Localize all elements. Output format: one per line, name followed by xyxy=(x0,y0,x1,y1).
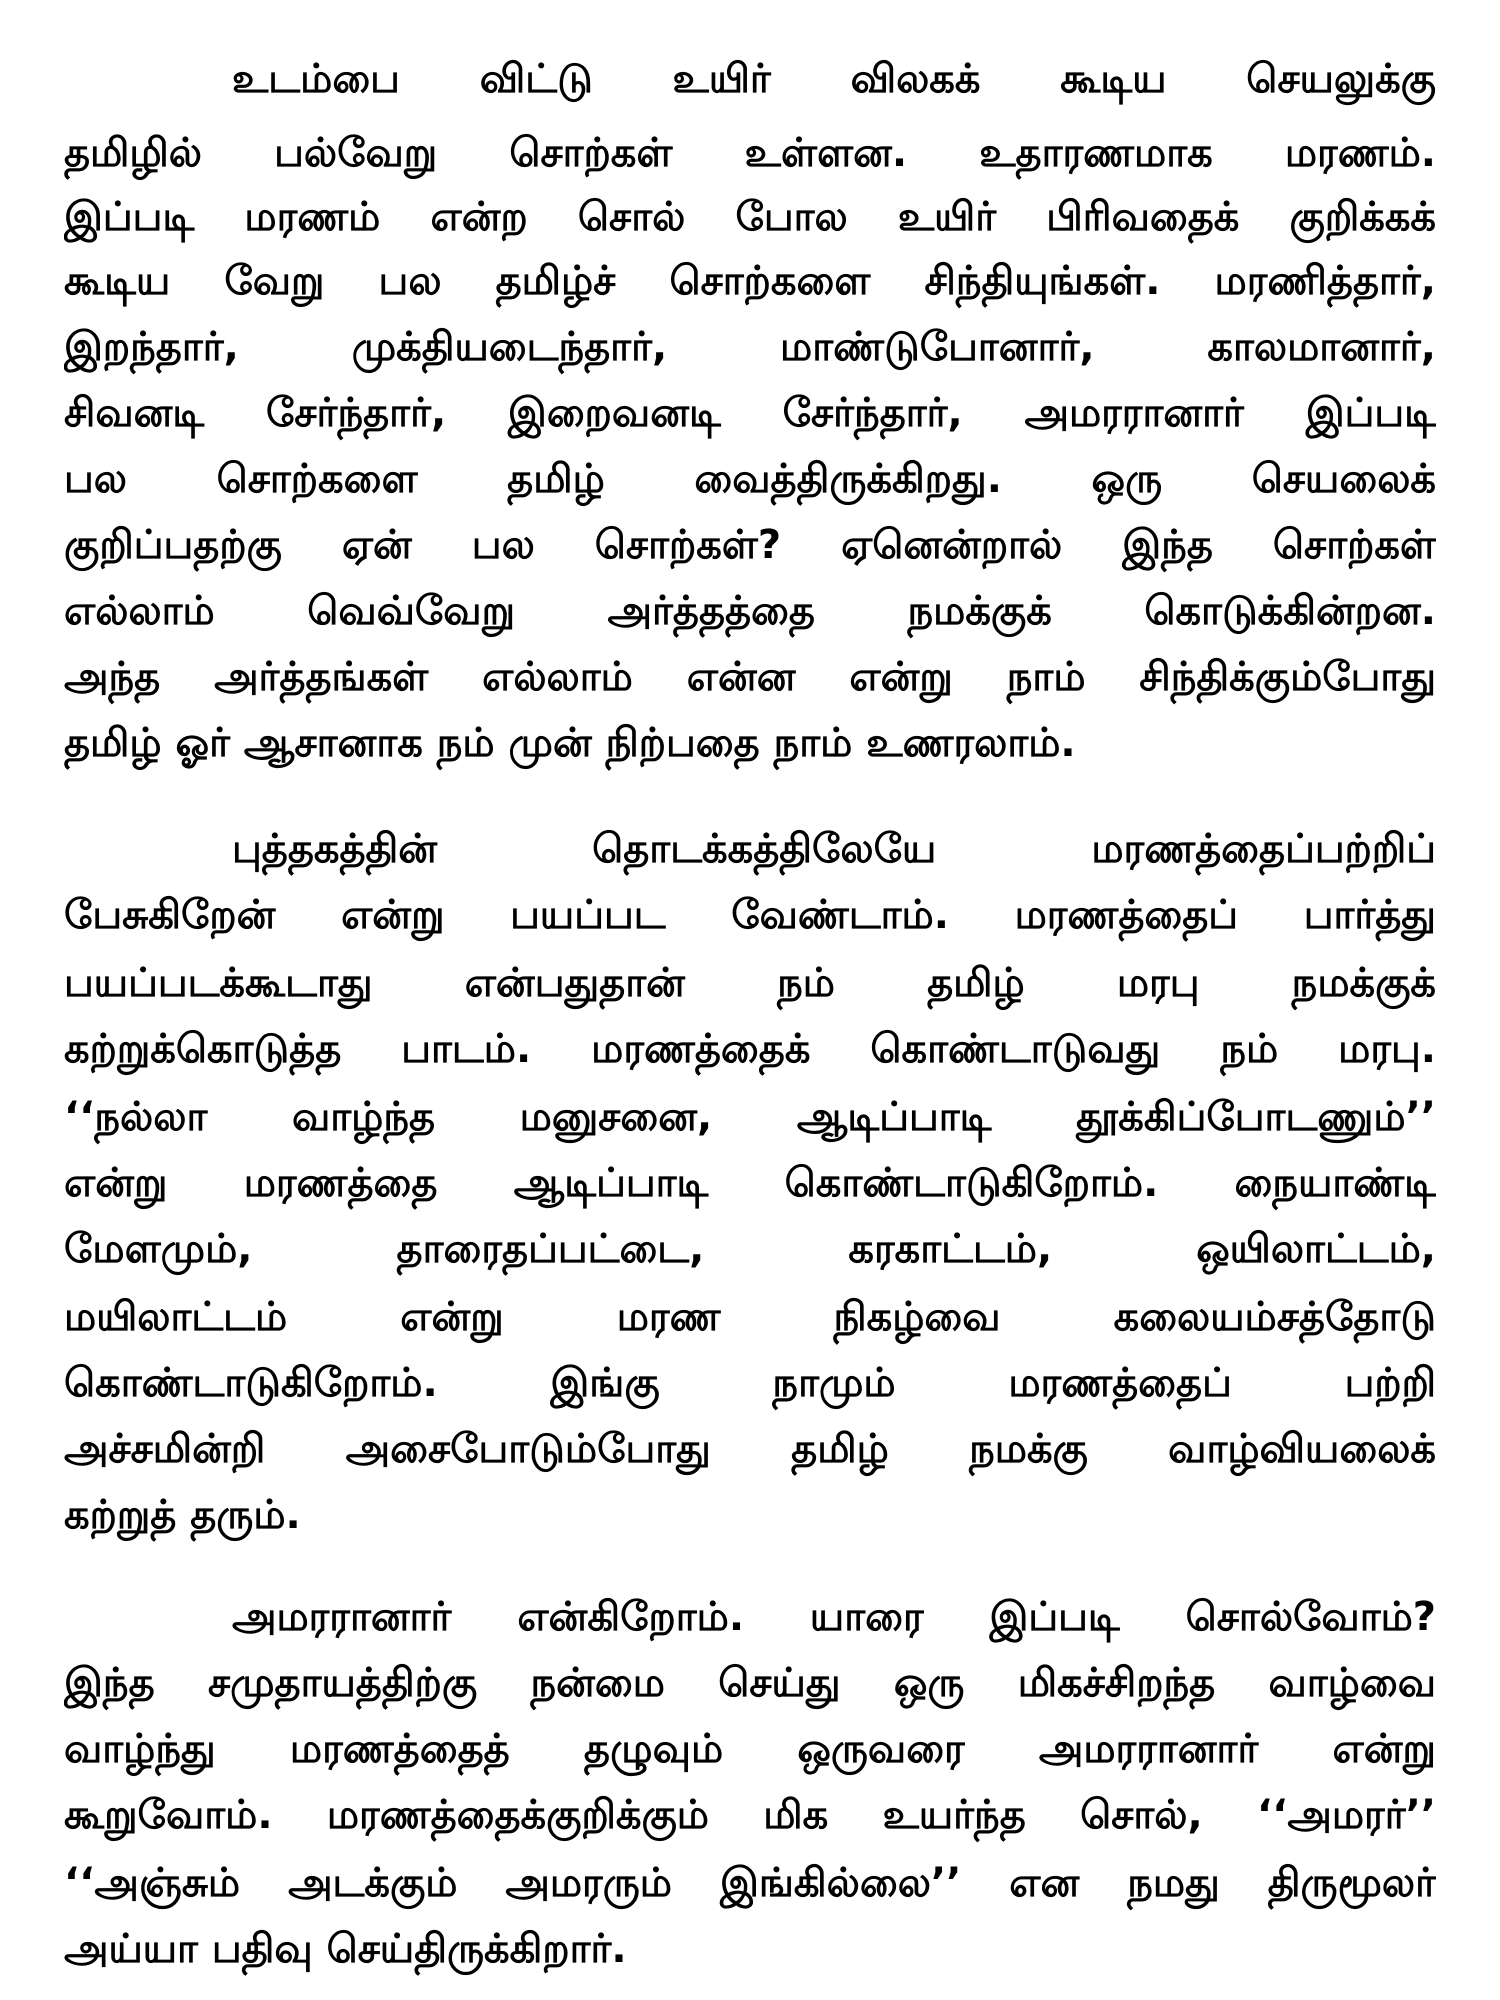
paragraph-1-line-7: பல சொற்களை தமிழ் வைத்திருக்கிறது. ஒரு செயலைக் xyxy=(64,456,1436,502)
paragraph-2-line-4: கற்றுக்கொடுத்த பாடம். மரணத்தைக் கொண்டாடுவது நம் மரபு. xyxy=(64,1026,1436,1072)
paragraph-3-line-1: அமரரானார் என்கிறோம். யாரை இப்படி சொல்வோம்? xyxy=(232,1594,1436,1640)
paragraph-1-line-9: எல்லாம் வெவ்வேறு அர்த்தத்தை நமக்குக் கொடுக்கின்றன. xyxy=(64,588,1436,634)
paragraph-2-line-9: கொண்டாடுகிறோம். இங்கு நாமும் மரணத்தைப் பற்றி xyxy=(64,1360,1436,1406)
paragraph-3-line-5: ‘‘அஞ்சும் அடக்கும் அமரரும் இங்கில்லை’’ என நமது திருமூலர் xyxy=(64,1860,1436,1906)
paragraph-1-line-4: கூடிய வேறு பல தமிழ்ச் சொற்களை சிந்தியுங்கள். மரணித்தார், xyxy=(64,258,1436,304)
paragraph-3-line-3: வாழ்ந்து மரணத்தைத் தழுவும் ஒருவரை அமரரானார் என்று xyxy=(64,1726,1436,1772)
paragraph-1-line-10: அந்த அர்த்தங்கள் எல்லாம் என்ன என்று நாம் சிந்திக்கும்போது xyxy=(64,654,1436,700)
paragraph-2-line-5: ‘‘நல்லா வாழ்ந்த மனுசனை, ஆடிப்பாடி தூக்கிப்போடணும்’’ xyxy=(64,1094,1436,1140)
paragraph-1-line-8: குறிப்பதற்கு ஏன் பல சொற்கள்? ஏனென்றால் இந்த சொற்கள் xyxy=(64,522,1436,568)
paragraph-1-line-6: சிவனடி சேர்ந்தார், இறைவனடி சேர்ந்தார், அமரரானார் இப்படி xyxy=(64,390,1436,436)
paragraph-2-line-1: புத்தகத்தின் தொடக்கத்திலேயே மரணத்தைப்பற்றிப் xyxy=(232,826,1436,872)
paragraph-1-line-5: இறந்தார், முக்தியடைந்தார், மாண்டுபோனார், காலமானார், xyxy=(64,324,1436,370)
paragraph-3-line-6: அய்யா பதிவு செய்திருக்கிறார். xyxy=(64,1926,627,1972)
paragraph-2-line-10: அச்சமின்றி அசைபோடும்போது தமிழ் நமக்கு வாழ்வியலைக் xyxy=(64,1426,1436,1472)
paragraph-2-line-8: மயிலாட்டம் என்று மரண நிகழ்வை கலையம்சத்தோடு xyxy=(64,1294,1436,1340)
paragraph-1-line-2: தமிழில் பல்வேறு சொற்கள் உள்ளன. உதாரணமாக மரணம். xyxy=(64,130,1436,176)
paragraph-1-line-11: தமிழ் ஓர் ஆசானாக நம் முன் நிற்பதை நாம் உணரலாம். xyxy=(64,720,1076,766)
paragraph-3-line-4: கூறுவோம். மரணத்தைக்குறிக்கும் மிக உயர்ந்த சொல், ‘‘அமரர்’’ xyxy=(64,1792,1436,1838)
paragraph-2-line-11: கற்றுத் தரும். xyxy=(64,1492,301,1538)
paragraph-3-line-2: இந்த சமுதாயத்திற்கு நன்மை செய்து ஒரு மிகச்சிறந்த வாழ்வை xyxy=(64,1660,1436,1706)
paragraph-2-line-3: பயப்படக்கூடாது என்பதுதான் நம் தமிழ் மரபு நமக்குக் xyxy=(64,960,1436,1006)
paragraph-2-line-7: மேளமும், தாரைதப்பட்டை, கரகாட்டம், ஒயிலாட்டம், xyxy=(64,1226,1436,1272)
paragraph-2-line-2: பேசுகிறேன் என்று பயப்பட வேண்டாம். மரணத்தைப் பார்த்து xyxy=(64,892,1436,938)
paragraph-1-line-1: உடம்பை விட்டு உயிர் விலகக் கூடிய செயலுக்கு xyxy=(232,56,1436,102)
paragraph-1-line-3: இப்படி மரணம் என்ற சொல் போல உயிர் பிரிவதைக் குறிக்கக் xyxy=(64,194,1436,240)
paragraph-2-line-6: என்று மரணத்தை ஆடிப்பாடி கொண்டாடுகிறோம். நையாண்டி xyxy=(64,1160,1436,1206)
